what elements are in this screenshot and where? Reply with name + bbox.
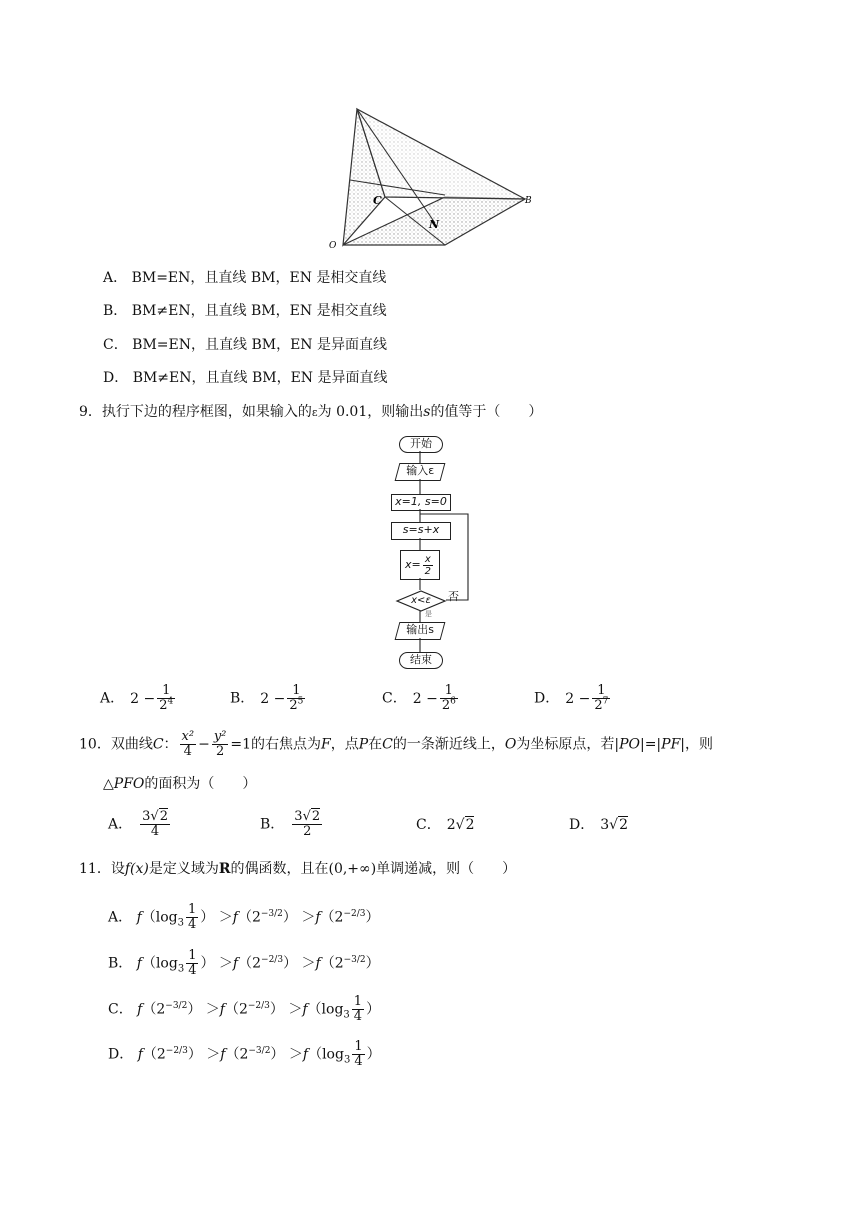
q11-option-c: C． $f(2^{-3/2}) >f(2^{-2/3}) >f(\log_3$ $\frac{1}{4}$ ） (108, 994, 381, 1024)
q11-stem: 11．设f(x)是定义域为R的偶函数，且在(0,+∞)单调递减，则（ ） (79, 861, 517, 877)
q8-option-c: C． BM=EN，且直线 BM，EN 是异面直线 (103, 337, 387, 353)
flow-init: x=1, s=0 (391, 494, 451, 511)
q10-stem-line1: 10．双曲线C： $\frac{\text{x²}}{4}$ − $\frac{\text{y²}}{2}$ =1的右焦点为F，点P在C的一条渐近线上，O为坐标原点，若|PO|=|PF|，则 (79, 729, 714, 759)
q11-option-a: A． $f(\log_3$ $\frac{1}{4}$ ） $>f(2^{-3/2}) >f(2^{-2/3})$ (108, 902, 380, 932)
q11-option-b: B． $f(\log_3$ $\frac{1}{4}$ ） $>f(2^{-2/3}) >f(2^{-3/2})$ (108, 948, 380, 978)
q10-option-a: A． $\frac{3√2}{4}$ (108, 809, 168, 839)
q9-option-a: A． 2 − $\frac{1}{2^4}$ (100, 683, 174, 713)
q10-stem-line2: △PFO的面积为（ ） (103, 776, 257, 792)
flow-start: 开始 (399, 436, 443, 453)
label-o: O (329, 241, 337, 250)
label-n: N (429, 218, 440, 231)
q9-option-b: B． 2 − $\frac{1}{2^5}$ (230, 683, 304, 713)
q10-option-b: B． $\frac{3√2}{2}$ (260, 809, 321, 839)
flow-yes: 是 (425, 610, 432, 618)
flow-input: 输入ε (395, 463, 446, 481)
q8-figure (325, 105, 540, 250)
flow-end: 结束 (399, 652, 443, 669)
q11-option-d: D． $f(2^{-2/3}) >f(2^{-3/2}) >f(\log_3$ $\frac{1}{4}$ ） (108, 1039, 381, 1069)
q9-stem: 9．执行下边的程序框图，如果输入的ε为 0.01，则输出s的值等于（ ） (79, 404, 543, 420)
label-c: C (373, 194, 382, 207)
q8-option-a: A． BM=EN，且直线 BM，EN 是相交直线 (103, 270, 387, 286)
flow-arrows (385, 450, 475, 655)
flow-update-x: x= $\frac{x}{2}$ (400, 550, 440, 580)
flow-cond: x<ε (411, 595, 431, 606)
flow-output: 输出s (395, 622, 446, 640)
q10-option-d: D． 3√2 (569, 817, 628, 833)
q8-option-d: D． BM≠EN，且直线 BM，EN 是异面直线 (103, 370, 388, 386)
flow-update-s: s=s+x (391, 522, 451, 540)
q8-option-b: B． BM≠EN，且直线 BM，EN 是相交直线 (103, 303, 387, 319)
flow-no: 否 (448, 590, 459, 603)
q10-option-c: C． 2√2 (416, 817, 475, 833)
label-b: B (525, 196, 532, 206)
q9-option-c: C． 2 − $\frac{1}{2^6}$ (382, 683, 456, 713)
q9-option-d: D． 2 − $\frac{1}{2^7}$ (534, 683, 609, 713)
